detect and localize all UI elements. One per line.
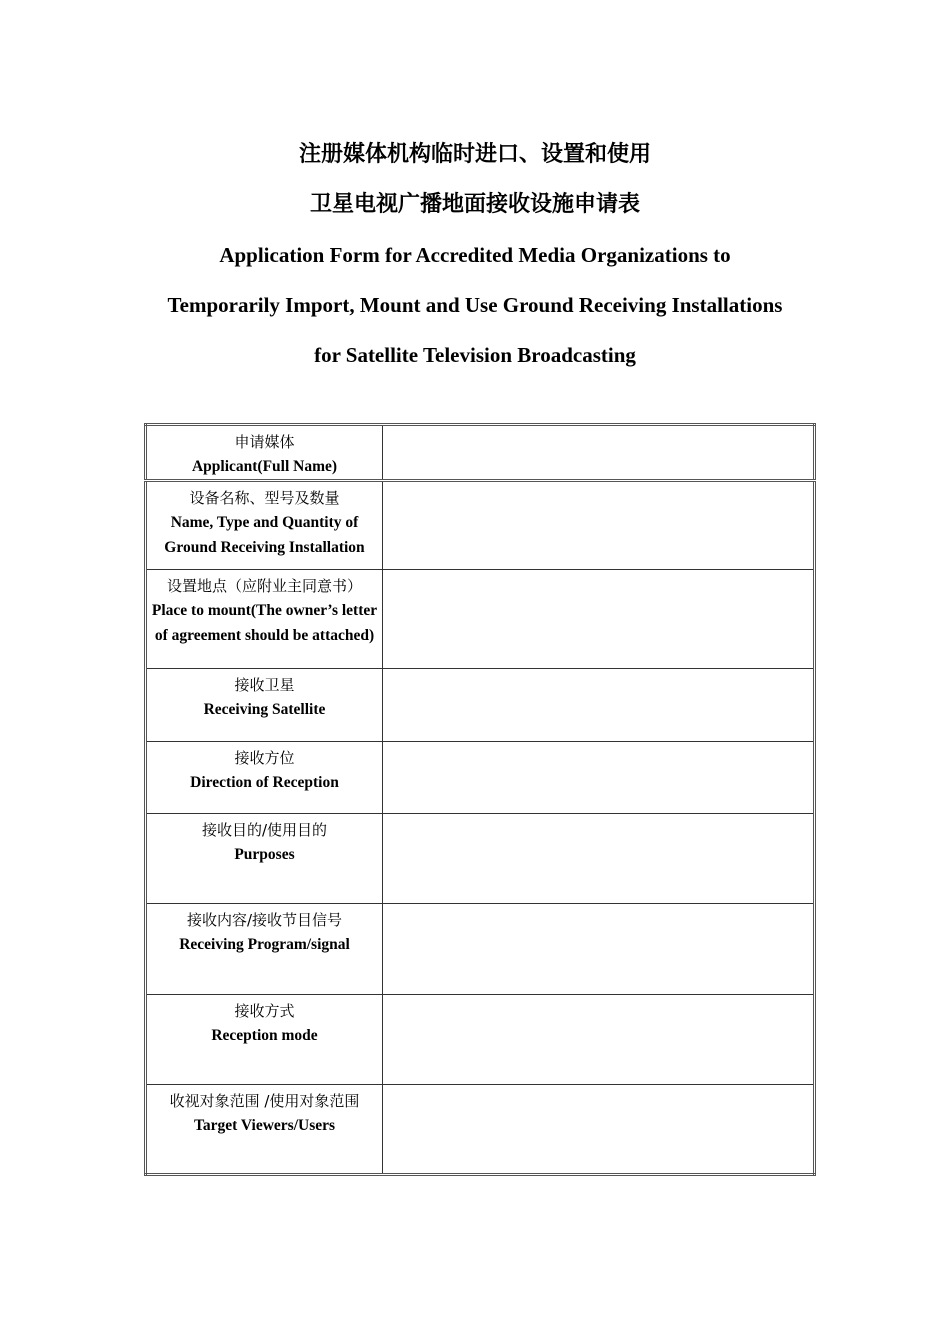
row-label-receiving-satellite: 接收卫星 Receiving Satellite bbox=[146, 669, 383, 742]
row-label-direction: 接收方位 Direction of Reception bbox=[146, 742, 383, 814]
purposes-field[interactable] bbox=[383, 814, 815, 904]
table-row bbox=[146, 742, 815, 814]
title-en-line-3: for Satellite Television Broadcasting bbox=[314, 343, 636, 367]
row-label-installation: 设备名称、型号及数量 Name, Type and Quantity of Ground Receiving Installation bbox=[146, 481, 383, 570]
table-row bbox=[146, 481, 815, 570]
receiving-satellite-field[interactable] bbox=[383, 669, 815, 742]
table-row bbox=[146, 814, 815, 904]
row-label-purposes: 接收目的/使用目的 Purposes bbox=[146, 814, 383, 904]
applicant-field[interactable] bbox=[383, 425, 815, 481]
table-row bbox=[146, 425, 815, 481]
row-label-applicant: 申请媒体 Applicant(Full Name) bbox=[146, 425, 383, 481]
title-en-line-2: Temporarily Import, Mount and Use Ground Receiving Installations bbox=[167, 293, 783, 317]
table-row bbox=[146, 995, 815, 1085]
row-label-program-signal: 接收内容/接收节目信号 Receiving Program/signal bbox=[146, 904, 383, 995]
row-label-reception-mode: 接收方式 Reception mode bbox=[146, 995, 383, 1085]
row-label-target-viewers: 收视对象范围 /使用对象范围 Target Viewers/Users bbox=[146, 1085, 383, 1175]
target-viewers-field[interactable] bbox=[383, 1085, 815, 1175]
row-label-place-to-mount: 设置地点（应附业主同意书） Place to mount(The owner’s letter of agreement should be attached) bbox=[146, 570, 383, 669]
table-row bbox=[146, 570, 815, 669]
form-title bbox=[0, 130, 950, 380]
title-en-line-1: Application Form for Accredited Media Organizations to bbox=[219, 243, 731, 267]
title-zh-line-2: 卫星电视广播地面接收设施申请表 bbox=[309, 192, 640, 217]
place-to-mount-field[interactable] bbox=[383, 570, 815, 669]
program-signal-field[interactable] bbox=[383, 904, 815, 995]
installation-field[interactable] bbox=[383, 481, 815, 570]
reception-mode-field[interactable] bbox=[383, 995, 815, 1085]
table-row bbox=[146, 669, 815, 742]
table-row bbox=[146, 904, 815, 995]
title-zh-line-1: 注册媒体机构临时进口、设置和使用 bbox=[298, 142, 651, 167]
direction-field[interactable] bbox=[383, 742, 815, 814]
application-form-table bbox=[144, 423, 816, 1176]
table-row bbox=[146, 1085, 815, 1175]
